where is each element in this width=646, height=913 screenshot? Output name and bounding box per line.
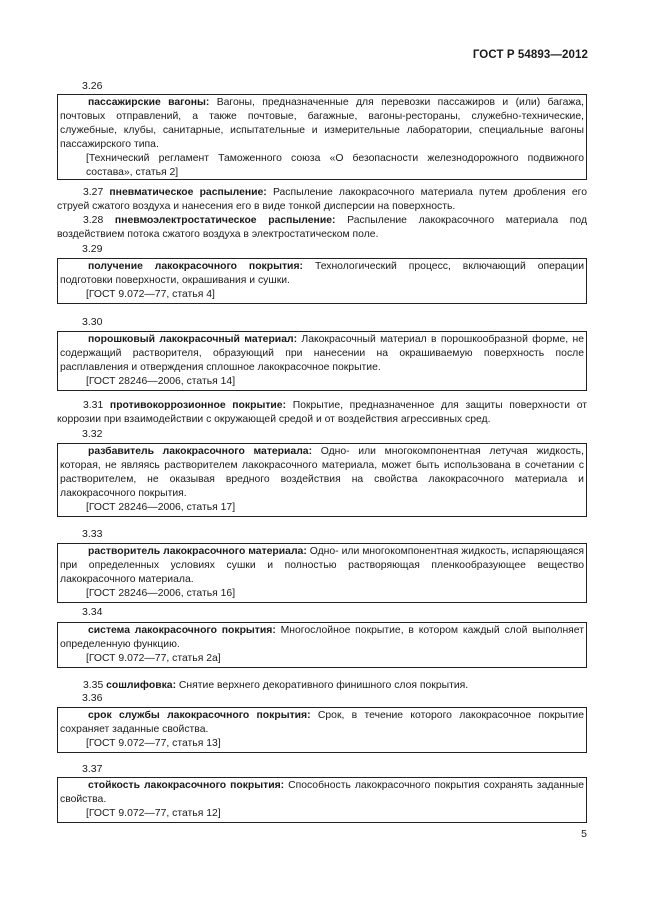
term-paragraph	[57, 679, 587, 693]
term-number: 3.26	[82, 80, 103, 92]
term-definition-box	[57, 443, 587, 517]
term-source: [ГОСТ 28246—2006, статья 14]	[86, 376, 236, 387]
term-definition-box	[57, 707, 587, 753]
term-number: 3.34	[82, 606, 103, 618]
term-paragraph	[58, 445, 586, 501]
term-paragraph	[58, 709, 586, 737]
term-number: 3.35	[83, 680, 104, 691]
term-definition: Одно- или многокомпонентная жидкость, испаряющаяся при определенных условиях сушки и полностью растворяющая пленкообразующее вещество лакокрасочного материала.	[60, 546, 585, 585]
term-paragraph	[58, 545, 586, 587]
term-name: пневмоэлектростатическое распыление:	[114, 215, 336, 226]
term-source: [ГОСТ 9.072—77, статья 2а]	[86, 653, 221, 664]
term-number: 3.37	[82, 763, 103, 775]
term-definition: Способность лакокрасочного покрытия сохранять заданные свойства.	[60, 780, 584, 805]
term-name: срок службы лакокрасочного покрытия:	[88, 710, 311, 721]
term-name: стойкость лакокрасочного покрытия:	[88, 780, 285, 791]
term-name: пневматическое распыление:	[109, 187, 267, 198]
term-name: пассажирские вагоны:	[88, 97, 210, 108]
term-definition-box	[57, 94, 587, 180]
term-number: 3.31	[83, 400, 104, 411]
term-name: противокоррозионное покрытие:	[109, 400, 287, 411]
term-paragraph	[57, 214, 587, 242]
term-number: 3.33	[82, 528, 103, 540]
term-paragraph	[58, 333, 586, 375]
term-definition: Одно- или многокомпонентная летучая жидкость, которая, не являясь растворителем лакокрасочного материала, может быть использована в сочетании с растворителем, не оказывая вредного воздействия на свойства лакокрасочного материала и лакокрасочного покрытия.	[60, 446, 584, 499]
term-definition-box	[57, 622, 587, 668]
term-name: система лакокрасочного покрытия:	[88, 625, 276, 636]
term-paragraph	[58, 96, 586, 152]
term-definition: Многослойное покрытие, в котором каждый слой выполняет определенную функцию.	[60, 625, 584, 650]
term-definition: Лакокрасочный материал в порошкообразной форме, не содержащий растворителя, образующий при нанесении на окрашиваемую поверхность после расплавления и отверждения сплошное лакокрасочное покрытие.	[60, 334, 584, 373]
term-definition: Технологический процесс, включающий операции подготовки поверхности, окрашивания и сушки.	[60, 261, 584, 286]
term-definition: Распыление лакокрасочного материала под воздействием потока сжатого воздуха в электростатическом поле.	[57, 215, 588, 240]
term-number: 3.29	[82, 243, 103, 255]
term-number: 3.30	[82, 316, 103, 328]
term-source: [ГОСТ 28246—2006, статья 16]	[86, 588, 236, 599]
plain-terms-block	[57, 679, 587, 693]
term-definition: Покрытие, предназначенное для защиты поверхности от коррозии при взаимодействии с окружающей средой и от воздействия агрессивных сред.	[57, 400, 588, 425]
term-definition-box	[57, 258, 587, 304]
term-name: сошлифовка:	[106, 680, 177, 691]
document-header: ГОСТ Р 54893—2012	[472, 49, 588, 61]
term-paragraph	[58, 260, 586, 288]
term-paragraph	[57, 186, 587, 214]
term-number: 3.36	[82, 692, 103, 704]
term-number: 3.27	[83, 187, 104, 198]
term-definition: Вагоны, предназначенные для перевозки пассажиров и (или) багажа, почтовых отправлений, а также почтовые, багажные, вагоны-рестораны, служебно-технические, служебные, клубы, санитарные, испытательные и измерительные лаборатории, специальные вагоны пассажирского типа.	[60, 97, 584, 150]
term-name: порошковый лакокрасочный материал:	[88, 334, 298, 345]
term-source: [ГОСТ 9.072—77, статья 4]	[86, 289, 215, 300]
term-number: 3.32	[82, 428, 103, 440]
term-paragraph	[57, 399, 587, 427]
term-name: разбавитель лакокрасочного материала:	[88, 446, 313, 457]
term-paragraph	[58, 624, 586, 652]
term-source: [ГОСТ 28246—2006, статья 17]	[86, 502, 236, 513]
term-definition-box	[57, 777, 587, 823]
term-source: [Технический регламент Таможенного союза «О безопасности железнодорожного подвижного состава», статья 2]	[86, 153, 584, 178]
plain-terms-block	[57, 399, 587, 427]
plain-terms-block	[57, 186, 587, 242]
term-definition-box	[57, 543, 587, 603]
term-definition-box	[57, 331, 587, 391]
term-definition: Распыление лакокрасочного материала путем дробления его струей сжатого воздуха и нанесения его в виде тонкой дисперсии на поверхность.	[57, 187, 587, 212]
term-definition: Снятие верхнего декоративного финишного слоя покрытия.	[178, 680, 469, 691]
term-source: [ГОСТ 9.072—77, статья 13]	[86, 738, 221, 749]
term-name: растворитель лакокрасочного материала:	[88, 546, 307, 557]
term-number: 3.28	[83, 215, 104, 226]
term-source: [ГОСТ 9.072—77, статья 12]	[86, 808, 221, 819]
page-number: 5	[581, 828, 587, 840]
term-definition: Срок, в течение которого лакокрасочное покрытие сохраняет заданные свойства.	[60, 710, 584, 735]
term-name: получение лакокрасочного покрытия:	[88, 261, 303, 272]
term-paragraph	[58, 779, 586, 807]
